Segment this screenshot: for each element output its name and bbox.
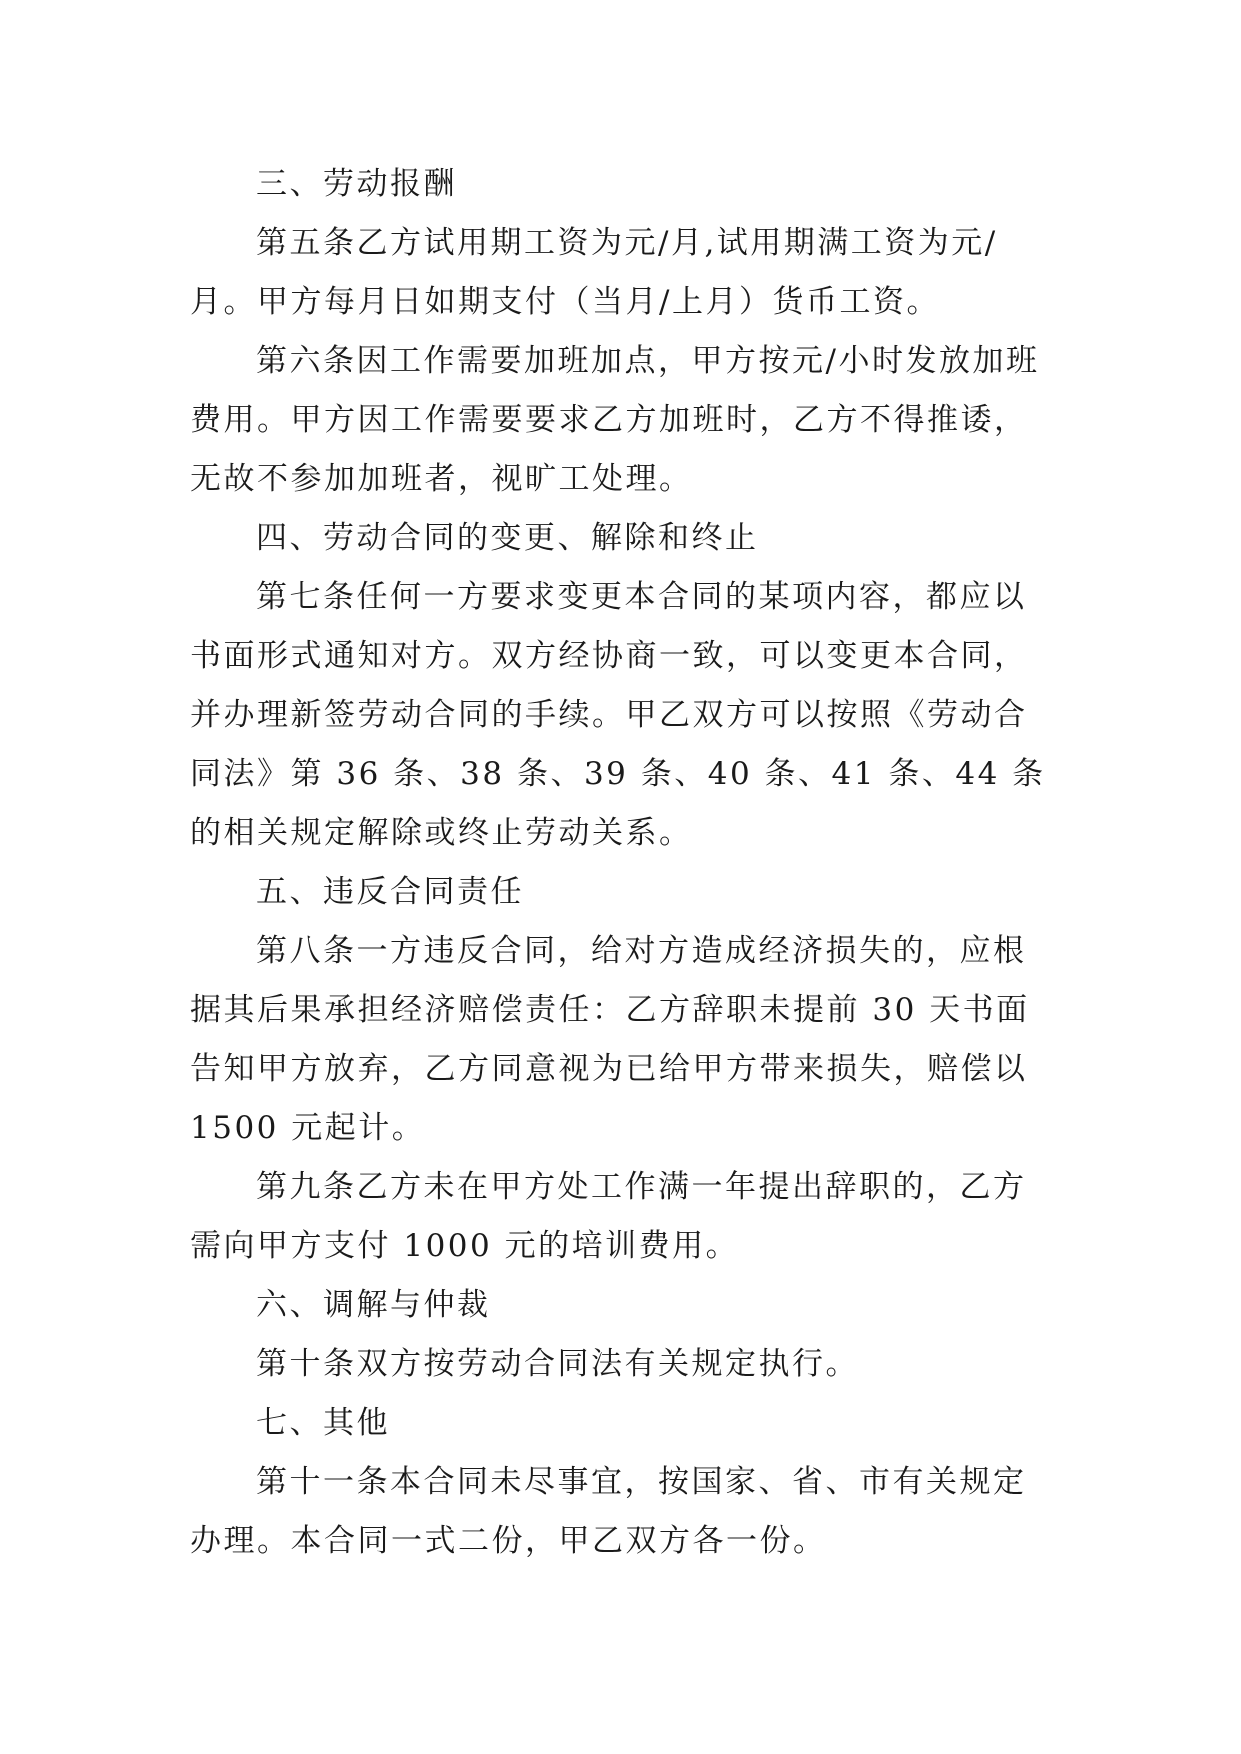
- section-heading-remuneration: 三、劳动报酬: [256, 166, 457, 202]
- section-heading-contract-change: 四、劳动合同的变更、解除和终止: [256, 520, 759, 556]
- article-6-paragraph: 第六条因工作需要加班加点，甲方按元/小时发放加班费用。甲方因工作需要要求乙方加班时，乙方不得推诿，无故不参加加班者，视旷工处理。: [190, 343, 1040, 497]
- article-8-paragraph: 第八条一方违反合同，给对方造成经济损失的，应根据其后果承担经济赔偿责任：乙方辞职未提前 30 天书面告知甲方放弃，乙方同意视为已给甲方带来损失，赔偿以 1500 元起计。: [190, 933, 1030, 1146]
- article-11-paragraph: 第十一条本合同未尽事宜，按国家、省、市有关规定办理。本合同一式二份，甲乙双方各一份。: [190, 1464, 1027, 1559]
- section-heading-arbitration: 六、调解与仲裁: [256, 1287, 491, 1323]
- section-heading-breach: 五、违反合同责任: [256, 874, 524, 910]
- article-9-paragraph: 第九条乙方未在甲方处工作满一年提出辞职的，乙方需向甲方支付 1000 元的培训费用。: [190, 1169, 1027, 1264]
- article-5-paragraph: 第五条乙方试用期工资为元/月,试用期满工资为元/月。甲方每月日如期支付（当月/上月）货币工资。: [190, 225, 998, 320]
- article-10-paragraph: 第十条双方按劳动合同法有关规定执行。: [256, 1346, 859, 1382]
- article-7-paragraph: 第七条任何一方要求变更本合同的某项内容，都应以书面形式通知对方。双方经协商一致，可以变更本合同，并办理新签劳动合同的手续。甲乙双方可以按照《劳动合同法》第 36 条、38 条、39 条、40 条、41 条、44 条的相关规定解除或终止劳动关系。: [190, 579, 1046, 851]
- section-heading-other: 七、其他: [256, 1405, 390, 1441]
- document-body: [190, 155, 1050, 1571]
